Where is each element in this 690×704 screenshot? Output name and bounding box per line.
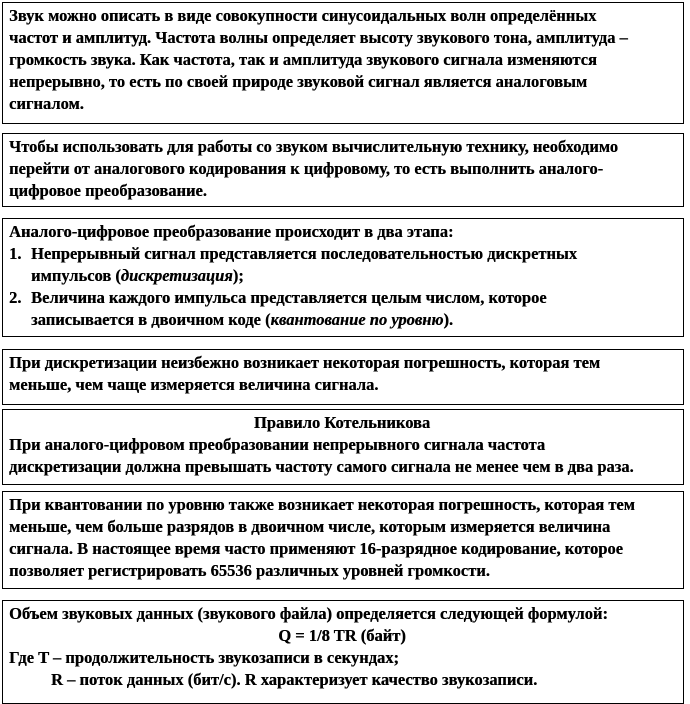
text-fragment: );: [232, 266, 244, 285]
text-line: позволяет регистрировать 65536 различных уровней громкости.: [9, 561, 490, 580]
text-line: непрерывно, то есть по своей природе звуковой сигнал является аналоговым: [9, 72, 588, 91]
text-fragment: записывается в двоичном коде (: [31, 310, 271, 329]
text-block-file-size-formula: [2, 600, 684, 704]
text-line: Непрерывный сигнал представляется последовательностью дискретных: [31, 244, 578, 263]
text-line: дискретизации должна превышать частоту самого сигнала не менее чем в два раза.: [9, 457, 634, 476]
text-line: R – поток данных (бит/с). R характеризует качество звукозаписи.: [51, 670, 538, 689]
text-line: [31, 265, 675, 287]
text-block-sampling-error: [2, 349, 684, 405]
formula: Q = 1/8 TR (байт): [278, 626, 406, 645]
text-line: сигнала. В настоящее время часто применяют 16-разрядное кодирование, которое: [9, 539, 623, 558]
text-line: Чтобы использовать для работы со звуком вычислительную технику, необходимо: [9, 137, 618, 156]
text-line: Где T – продолжительность звукозаписи в секундах;: [9, 648, 399, 667]
text-line: перейти от аналогового кодирования к цифровому, то есть выполнить аналого-: [9, 159, 604, 178]
text-line: При квантовании по уровню также возникает некоторая погрешность, которая тем: [9, 495, 635, 514]
stages-intro: Аналого-цифровое преобразование происходит в два этапа:: [9, 222, 454, 241]
text-line: Объем звуковых данных (звукового файла) определяется следующей формулой:: [9, 604, 608, 623]
list-number: 2.: [9, 288, 22, 307]
text-line: цифровое преобразование.: [9, 181, 207, 200]
text-line: [31, 309, 675, 331]
text-fragment: импульсов (: [31, 266, 121, 285]
text-line: частот и амплитуд. Частота волны определяет высоту звукового тона, амплитуда –: [9, 28, 628, 47]
text-block-kotelnikov-rule: [2, 409, 684, 485]
text-block-sound-description: [2, 2, 684, 124]
text-line: громкость звука. Как частота, так и амплитуда звукового сигнала изменяются: [9, 50, 597, 69]
text-block-adc-stages: [2, 218, 684, 337]
list-item-quantization: [9, 287, 675, 331]
text-block-quantization-error: [2, 491, 684, 589]
text-block-adc-need: [2, 133, 684, 207]
text-line: Звук можно описать в виде совокупности синусоидальных волн определённых: [9, 6, 597, 25]
text-line: Величина каждого импульса представляется целым числом, которое: [31, 288, 547, 307]
text-fragment: ).: [443, 310, 454, 329]
term-quantization: квантование по уровню: [270, 310, 444, 329]
list-number: 1.: [9, 244, 22, 263]
text-line: меньше, чем больше разрядов в двоичном числе, которым измеряется величина: [9, 517, 611, 536]
list-item-sampling: [9, 243, 675, 287]
rule-title: Правило Котельникова: [253, 413, 431, 432]
term-sampling: дискретизация: [120, 266, 233, 285]
text-line: меньше, чем чаще измеряется величина сигнала.: [9, 375, 379, 394]
text-line: При аналого-цифровом преобразовании непрерывного сигнала частота: [9, 435, 546, 454]
text-line: При дискретизации неизбежно возникает некоторая погрешность, которая тем: [9, 353, 601, 372]
text-line: сигналом.: [9, 94, 84, 113]
